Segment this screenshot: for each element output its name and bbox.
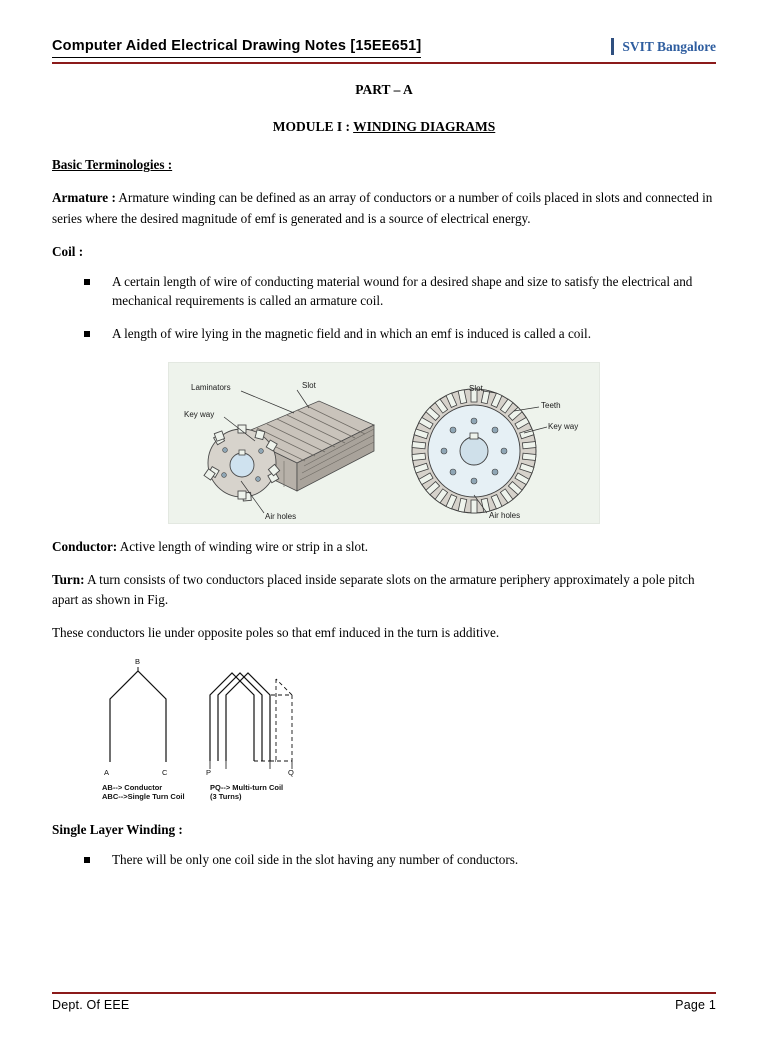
- part-title: PART – A: [355, 82, 413, 98]
- module-label: MODULE I :: [272, 118, 350, 134]
- module-title-text: WINDING DIAGRAMS: [353, 118, 496, 134]
- footer-page-number: Page 1: [675, 998, 716, 1012]
- single-layer-bullet-1: There will be only one coil side in the slot having any number of conductors.: [112, 852, 519, 868]
- caption-conductor: AB--> Conductor: [102, 783, 163, 793]
- coil-bullet-2: A length of wire lying in the magnetic field and in which an emf is induced is called a coil.: [112, 326, 592, 342]
- list-item: [78, 272, 716, 312]
- label-laminators: Laminators: [191, 383, 231, 393]
- label-key-way-left: Key way: [184, 410, 215, 420]
- armature-label: Armature :: [52, 190, 116, 206]
- coil-label-paragraph: [52, 242, 716, 262]
- header-title: Computer Aided Electrical Drawing Notes [15EE651]: [52, 38, 421, 58]
- figure-coil-turn-wrap: [52, 657, 716, 802]
- label-b: B: [135, 657, 141, 667]
- document-page: [0, 38, 768, 1062]
- header-institute-block: [611, 38, 716, 58]
- turn-note-paragraph: [52, 623, 716, 643]
- figure-coil-turn: [92, 657, 342, 802]
- turn-label: Turn:: [52, 572, 85, 588]
- armature-paragraph: [52, 188, 716, 228]
- document-content: [52, 80, 716, 870]
- coil-label: Coil :: [52, 243, 84, 259]
- conductor-text: Active length of winding wire or strip in a slot.: [117, 539, 369, 555]
- turn-paragraph: [52, 570, 716, 610]
- caption-multi-turn: PQ--> Multi-turn Coil: [210, 783, 284, 793]
- header-divider: [611, 38, 614, 55]
- conductor-label: Conductor:: [52, 539, 118, 555]
- module-title: [52, 117, 716, 138]
- figure-armature-core-wrap: [52, 362, 716, 524]
- coil-bullet-1: A certain length of wire of conducting material wound for a desired shape and size to satisfy the electrical and mechanical requirements is called an armature coil.: [112, 273, 693, 309]
- caption-single-turn: ABC-->Single Turn Coil: [102, 792, 185, 802]
- list-item: [78, 850, 716, 870]
- page-footer: [52, 992, 716, 1012]
- label-a: A: [104, 768, 110, 778]
- turn-note: These conductors lie under opposite poles so that emf induced in the turn is additive.: [52, 625, 500, 641]
- label-key-way-right: Key way: [548, 422, 579, 432]
- single-layer-bullet-list: [52, 850, 716, 870]
- figure-armature-core: [168, 362, 600, 524]
- label-teeth: Teeth: [541, 401, 561, 411]
- list-item: [78, 324, 716, 344]
- label-air-holes-right: Air holes: [489, 511, 521, 521]
- label-c: C: [162, 768, 168, 778]
- institute-name: SVIT Bangalore: [622, 38, 716, 54]
- basic-terminologies-heading: [52, 155, 716, 175]
- page-header: [52, 38, 716, 64]
- armature-core-illustration: [169, 363, 599, 523]
- label-p: P: [206, 768, 212, 778]
- label-slot-right: Slot: [469, 384, 483, 394]
- footer-department: Dept. Of EEE: [52, 998, 130, 1012]
- turn-text: A turn consists of two conductors placed inside separate slots on the armature periphery approximately a pole pitch apart as shown in Fig.: [52, 572, 695, 608]
- conductor-paragraph: [52, 537, 716, 557]
- armature-text: Armature winding can be defined as an array of conductors or a number of coils placed in slots and connected in series where the desired magnitude of emf is generated and is a source of electrical energy.: [52, 190, 713, 226]
- label-slot-left: Slot: [302, 381, 316, 391]
- caption-turns-count: (3 Turns): [210, 792, 242, 802]
- label-air-holes-left: Air holes: [265, 512, 297, 522]
- label-q: Q: [288, 768, 294, 778]
- coil-turn-illustration: [92, 657, 342, 802]
- coil-bullet-list: [52, 272, 716, 344]
- single-layer-winding-heading: Single Layer Winding :: [52, 822, 183, 838]
- basic-terminologies-heading-text: Basic Terminologies :: [52, 157, 173, 173]
